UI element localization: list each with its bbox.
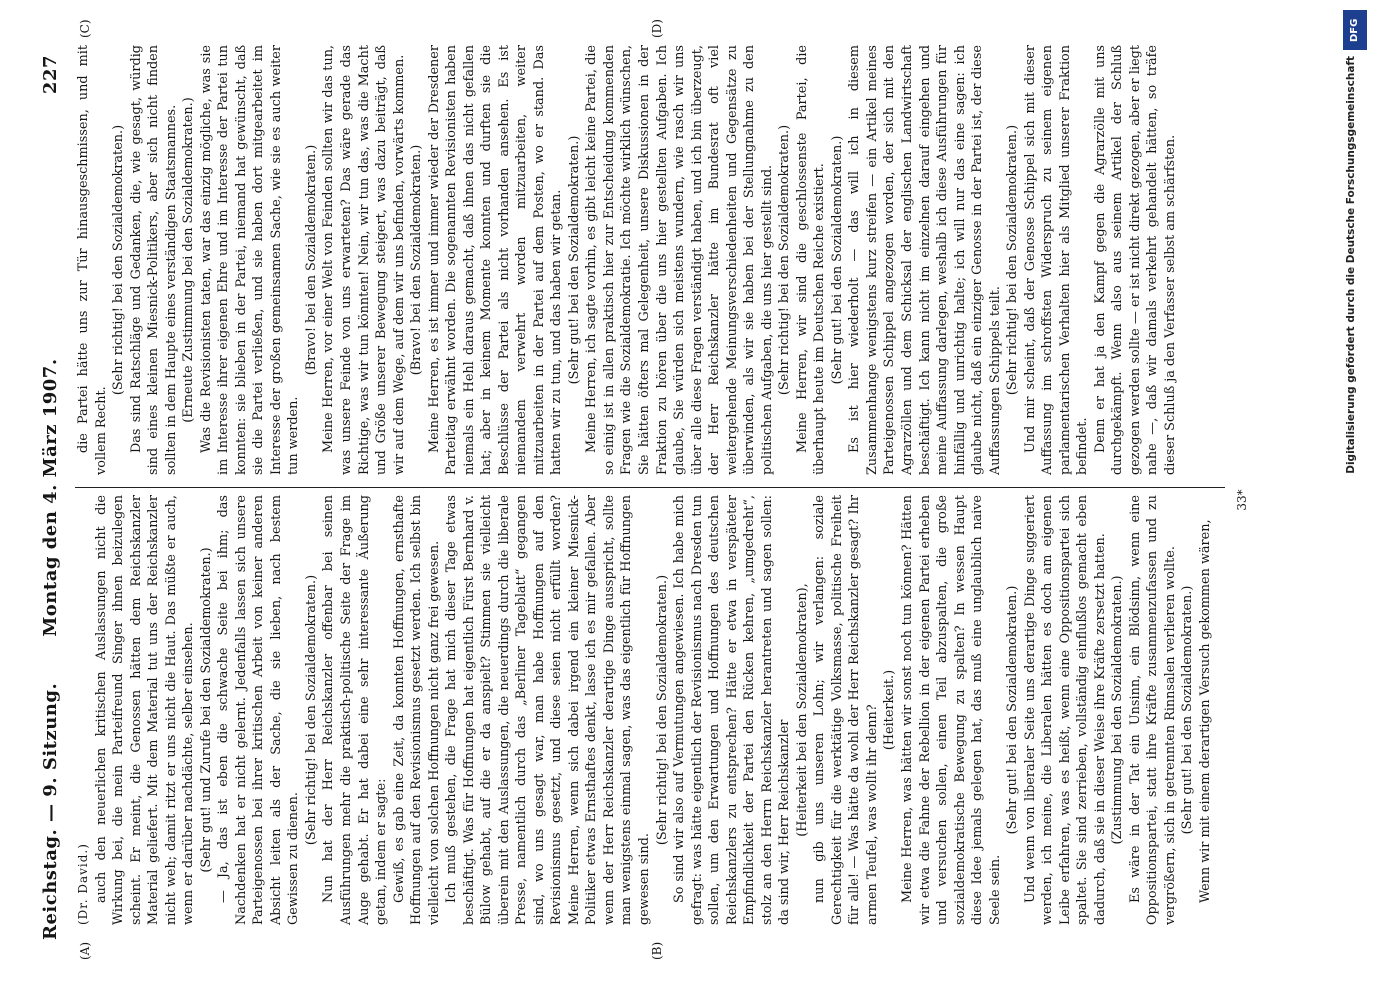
paragraph: Denn er hat ja den Kampf gegen die Agrarzölle mit uns durchgekämpft. Wenn also aus seinem Artikel der Schluß gezogen werden sollte — er ist nicht direkt gezogen, aber er liegt nahe —, daß wir damals verkehrt gehandelt hätten, so träfe dieser Schluß ja den Verfasser selbst am schärfsten. <box>1092 45 1178 475</box>
page-header <box>40 55 64 940</box>
margin-mark-b: (B) <box>650 941 664 960</box>
interjection: (Sehr gut! bei den Sozialdemokraten.) <box>1005 585 1021 835</box>
paragraph: Meine Herren, was hätten wir sonst noch tun können? Hätten wir etwa die Fahne der Rebellion in der eigenen Partei erheben und versuchen sollen, einen Teil abzuspalten, die große sozialdemokratische Bewegung zu spalten? In wessen Haupt diese Idee jemals gelegen hat, das muß eine unglaublich naive Seele sein. <box>899 495 1003 925</box>
interjection: (Heiterkeit.) <box>882 669 898 751</box>
paragraph: Meine Herren, ich sagte vorhin, es gibt leicht keine Partei, die so einig ist in allen praktisch hier zur Entscheidung kommenden Fragen wie die Sozialdemokratie. Ich möchte wirklich wünschen, Sie hätten öfters mal Gelegenheit, unsere Diskussionen in der Fraktion zu hören über die uns hier gestellten Aufgaben. Ich glaube, Sie würden sich meistens wundern, wie rasch wir uns über alle diese Fragen verständigt haben, und ich bin überzeugt, der Herr Reichskanzler hätte im Bundesrat oft viel weitergehende Meinungsverschiedenheiten und Gegensätze zu überwinden, als wir sie haben bei der Stellungnahme zu den politischen Aufgaben, die uns hier gestellt sind. <box>584 45 775 475</box>
paragraph: Und mir scheint, daß der Genosse Schippel sich mit dieser Auffassung im schroffsten Widerspruch zu seinem eigenen parlamentarischen Verhalten hier als Mitglied unserer Fraktion befindet. <box>1022 45 1091 475</box>
interjection: (Sehr richtig! bei den Sozialdemokraten.) <box>111 124 127 396</box>
interjection: (Sehr gut! bei den Sozialdemokraten.) <box>566 135 582 385</box>
interjection: (Bravo! bei den Sozialdemokraten.) <box>303 144 319 376</box>
left-text-column <box>75 495 1215 925</box>
page-number: 227 <box>40 55 61 95</box>
paragraph: nun gib uns unseren Lohn; wir verlangen: soziale Gerechtigkeit für die werktätige Volksmasse, politische Freiheit für alle! — Was hätte da wohl der Herr Reichskanzler gesagt? Ihr armen Teufel, was wollt ihr denn? <box>812 495 880 925</box>
interjection: (Sehr richtig! bei den Sozialdemokraten.) <box>777 124 793 396</box>
signature-mark: 33* <box>1235 489 1249 511</box>
paragraph: Meine Herren, es ist immer und immer wieder der Dresdener Parteitag erwähnt worden. Die sogenannten Revisionisten haben niemals ein Hehl daraus gemacht, daß ihnen das nicht gefallen hat; aber in keinem Momente konnten und durften sie die Beschlüsse der Partei als nicht vorhanden ansehen. Es ist niemandem verwehrt worden mitzuarbeiten, weiter mitzuarbeiten in der Partei auf dem Posten, wo er stand. Das hatten wir zu tun, und das haben wir getan. <box>426 45 565 475</box>
digitization-note: Digitalisierung gefördert durch die Deutsche Forschungsgemeinschaft <box>1345 56 1357 474</box>
header-date: Montag den 4. März 1907. <box>40 358 61 637</box>
interjection: (Sehr gut! und Zurufe bei den Sozialdemokraten.) <box>198 547 214 873</box>
paragraph: Nun hat der Herr Reichskanzler offenbar bei seinen Ausführungen mehr die praktisch-politische Seite der Frage im Auge gehabt. Er hat dabei eine sehr interessante Äußerung getan, indem er sagte: <box>321 495 390 925</box>
paragraph: So sind wir also auf Vermutungen angewiesen. Ich habe mich gefragt: was hätte eigentlich der Revisionismus nach Dresden tun sollen, um den Erwartungen und Hoffnungen des deutschen Reichskanzlers zu entsprechen? Hätte er etwa in verspäteter Empfindlichkeit der Partei den Rücken kehren, „umgedreht“, stolz an den Herrn Reichskanzler herantreten und sagen sollen: da sind wir, Herr Reichskanzler <box>672 495 793 925</box>
interjection: (Sehr richtig! bei den Sozialdemokraten.) <box>1005 124 1021 396</box>
interjection: (Erneute Zustimmung bei den Sozialdemokraten.) <box>181 97 197 423</box>
paragraph: Meine Herren, wir sind die geschlossenste Partei, die überhaupt heute im Deutschen Reiche existiert. <box>794 45 828 475</box>
interjection: (Sehr richtig! bei den Sozialdemokraten.) <box>303 574 319 846</box>
column-divider <box>75 487 1225 488</box>
interjection: (Heiterkeit bei den Sozialdemokraten), <box>794 583 810 837</box>
interjection: (Sehr gut! bei den Sozialdemokraten.) <box>1180 585 1196 835</box>
paragraph: Meine Herren, vor einer Welt von Feinden sollten wir das tun, was unsere Feinde von uns erwarteten? Das wäre gerade das Richtige, was wir tun könnten! Nein, wir tun das, was die Macht und Größe unserer Bewegung steigert, was dazu beiträgt, daß wir auf dem Wege, auf dem wir uns befinden, vorwärts kommen. <box>321 45 407 475</box>
digitization-sidebar <box>1340 10 1370 990</box>
paragraph: Das sind Ratschläge und Gedanken, die, wie gesagt, würdig sind eines kleinen Miesnick-Politikers, aber sich nicht finden sollten in dem Haupte eines verständigen Staatsmannes. <box>128 45 179 475</box>
paragraph: Ich muß gestehen, die Frage hat mich dieser Tage etwas beschäftigt. Was für Hoffnungen hat eigentlich Fürst Bernhard v. Bülow gehabt, auf die er da anspielt? Stimmen sie vielleicht überein mit den Auslassungen, die neuerdings durch die liberale Presse, namentlich durch das „Berliner Tageblatt“ gegangen sind, wo uns gesagt war, man habe Hoffnungen auf den Revisionismus gesetzt, und diese seien nicht erfüllt worden? Meine Herren, wenn sich dabei irgend ein kleiner Miesnick-Politiker etwas Ernsthaftes denkt, lasse ich es mir gefallen. Aber wenn der Herr Reichskanzler derartige Dinge ausspricht, sollte man wenigstens einmal sagen, was das eigentlich für Hoffnungen gewesen sind. <box>444 495 652 925</box>
paragraph: Wenn wir mit einem derartigen Versuch gekommen wären, <box>1198 519 1213 903</box>
speaker-name: (Dr. David.) <box>76 843 90 925</box>
paragraph: Es ist hier wiederholt — das will ich in diesem Zusammenhange wenigstens kurz streifen — ein Artikel meines Parteigenossen Schippel angezogen worden, der sich mit den Agrarzöllen und dem Schicksal der englischen Landwirtschaft beschäftigt. Ich kann nicht im einzelnen darauf eingehen und meine Auffassung darlegen, weshalb ich diese Ausführungen für hinfällig und unrichtig halte; ich will nur das eine sagen: ich glaube nicht, daß ein einziger Genosse in der Partei ist, der diese Auffassungen Schippels teilt. <box>847 45 1003 475</box>
margin-mark-d: (D) <box>650 19 664 38</box>
header-session: Reichstag. — 9. Sitzung. <box>40 682 61 940</box>
right-text-column <box>75 45 1179 475</box>
paragraph: auch den neuerlichen kritischen Auslassungen nicht die Wirkung bei, die mein Parteifreund Singer ihnen beizulegen scheint. Er meint, die Genossen hätten dem Reichskanzler Material geliefert. Mit dem Material tut uns der Reichskanzler nicht weh; damit ritzt er uns nicht die Haut. Das müßte er auch, wenn er darüber nachdächte, selber einsehen. <box>93 495 197 925</box>
paragraph: Was die Revisionisten taten, war das einzig mögliche, was sie im Interesse ihrer eigenen Ehre und im Interesse der Partei tun konnten: sie blieben in der Partei, niemand hat gewünscht, daß sie die Partei verließen, und sie haben dort mitgearbeitet im Interesse der großen gemeinsamen Sache, wie sie es auch weiter tun werden. <box>198 45 302 475</box>
paragraph: Gewiß, es gab eine Zeit, da konnten Hoffnungen, ernsthafte Hoffnungen auf den Revisionismus gesetzt werden. Ich selbst bin vielleicht von solchen Hoffnungen nicht ganz frei gewesen. <box>391 495 442 925</box>
margin-mark-c: (C) <box>78 19 92 38</box>
interjection: (Bravo! bei den Sozialdemokraten.) <box>409 144 425 376</box>
paragraph: — Ja, das ist eben die schwache Seite bei ihm; das Nachdenken hat er nicht gelernt. Jedenfalls lassen sich unsere Parteigenossen bei ihrer kritischen Arbeit von keiner anderen Absicht leiten als der Sache, die sie lieben, nach bestem Gewissen zu dienen. <box>216 495 302 925</box>
paragraph: Es wäre in der Tat ein Unsinn, ein Blödsinn, wenn eine Oppositionspartei, statt ihre Kräfte zusammenzufassen und zu vergrößern, sich in getrennten Rinnsalen verlieren wollte. <box>1127 495 1178 925</box>
interjection: (Sehr gut! bei den Sozialdemokraten.) <box>829 135 845 385</box>
interjection: (Zustimmung bei den Sozialdemokraten.) <box>1110 575 1126 845</box>
paragraph: die Partei hätte uns zur Tür hinausgeschmissen, und mit vollem Recht. <box>76 45 109 475</box>
margin-mark-a: (A) <box>78 941 92 960</box>
interjection: (Sehr richtig! bei den Sozialdemokraten.) <box>654 574 670 846</box>
dfg-logo: DFG <box>1343 10 1367 50</box>
paragraph: Und wenn von liberaler Seite uns derartige Dinge suggeriert werden, ich meine, die Liberalen hätten es doch am eigenen Leibe erfahren, was es heißt, wenn eine Oppositionspartei sich spaltet. Sie sind zerrieben, vollständig einflußlos gemacht eben dadurch, daß sie in dieser Weise ihre Kräfte zersetzt hatten. <box>1022 495 1108 925</box>
